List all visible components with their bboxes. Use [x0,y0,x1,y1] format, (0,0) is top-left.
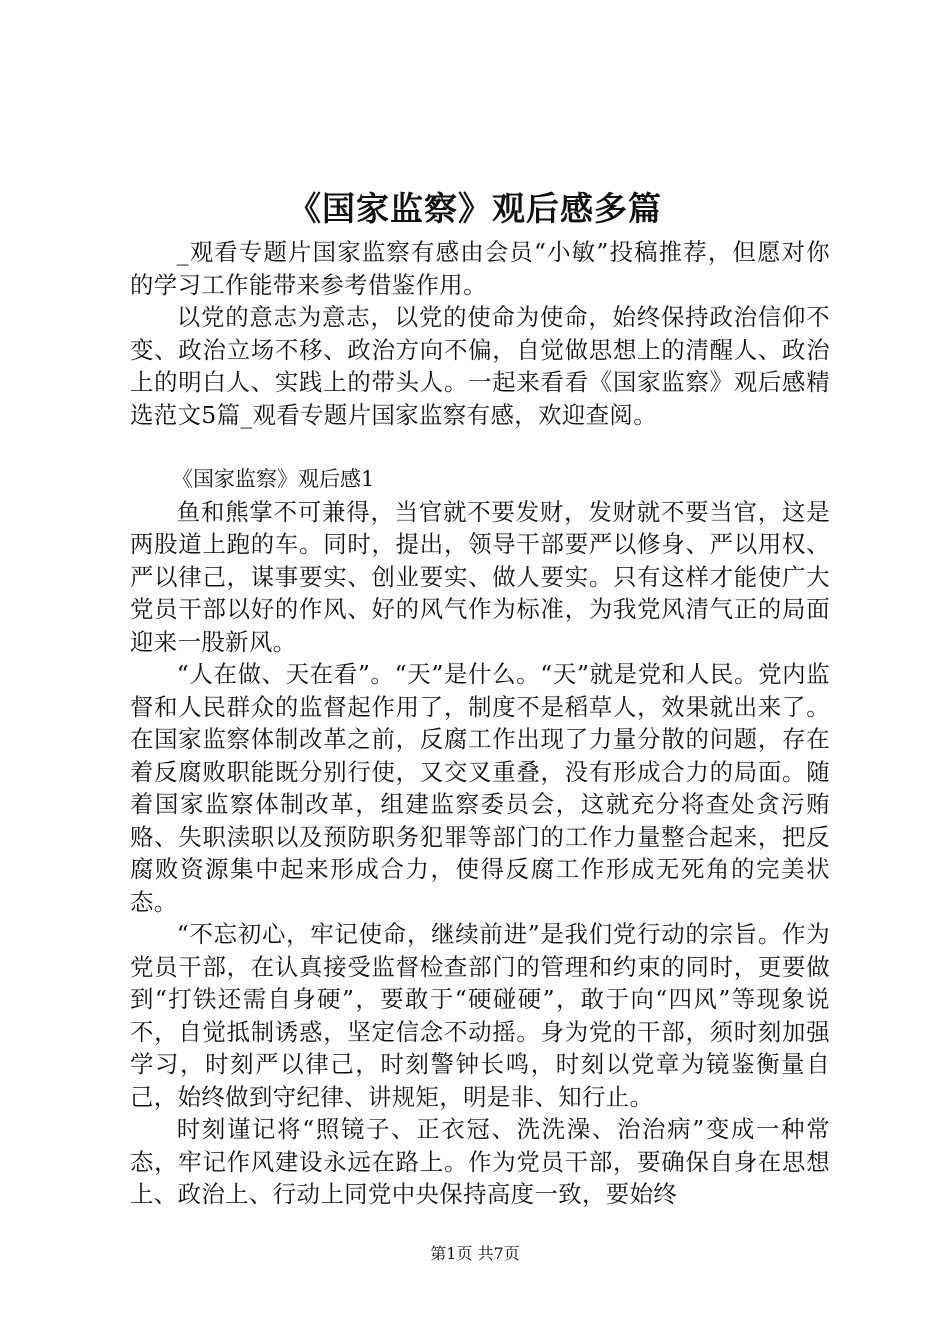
page-footer: 第1页 共7页 [430,1244,520,1263]
document-title: 《国家监察》观后感多篇 [288,189,662,228]
intro-paragraph: 以党的意志为意志，以党的使命为使命，始终保持政治信仰不变、政治立场不移、政治方向不偏，自觉做思想上的清醒人、政治上的明白人、实践上的带头人。一起来看看《国家监察》观后感精选范文5篇_观看专题片国家监察有感，欢迎查阅。 [130,303,830,429]
section-heading: 《国家监察》观后感1 [172,467,375,491]
intro-paragraph: _观看专题片国家监察有感由会员“小敏”投稿推荐，但愿对你的学习工作能带来参考借鉴作用。 [130,238,830,299]
section-paragraph: 时刻谨记将“照镜子、正衣冠、洗洗澡、治治病”变成一种常态，牢记作风建设永远在路上。作为党员干部，要确保自身在思想上、政治上、行动上同党中央保持高度一致，要始终 [130,1115,830,1208]
section-paragraph: 鱼和熊掌不可兼得，当官就不要发财，发财就不要当官，这是两股道上跑的车。同时，提出，领导干部要严以修身、严以用权、严以律己，谋事要实、创业要实、做人要实。只有这样才能使广大党员干部以好的作风、好的风气作为标准，为我党风清气正的局面迎来一股新风。 [130,497,830,656]
section-paragraph: “人在做、天在看”。“天”是什么。“天”就是党和人民。党内监督和人民群众的监督起作用了，制度不是稻草人，效果就出来了。在国家监察体制改革之前，反腐工作出现了力量分散的问题，存在着反腐败职能既分别行使，又交叉重叠，没有形成合力的局面。随着国家监察体制改革，组建监察委员会，这就充分将查处贪污贿赂、失职渎职以及预防职务犯罪等部门的工作力量整合起来，把反腐败资源集中起来形成合力，使得反腐工作形成无死角的完美状态。 [130,660,830,916]
paragraph-spacer [130,431,830,463]
section-paragraph: “不忘初心，牢记使命，继续前进”是我们党行动的宗旨。作为党员干部，在认真接受监督检查部门的管理和约束的同时，更要做到“打铁还需自身硬”，要敢于“硬碰硬”，敢于向“四风”等现象说不，自觉抵制诱惑，坚定信念不动摇。身为党的干部，须时刻加强学习，时刻严以律己，时刻警钟长鸣，时刻以党章为镜鉴衡量自己，始终做到守纪律、讲规矩，明是非、知行止。 [130,920,830,1111]
document-body [130,236,830,1211]
